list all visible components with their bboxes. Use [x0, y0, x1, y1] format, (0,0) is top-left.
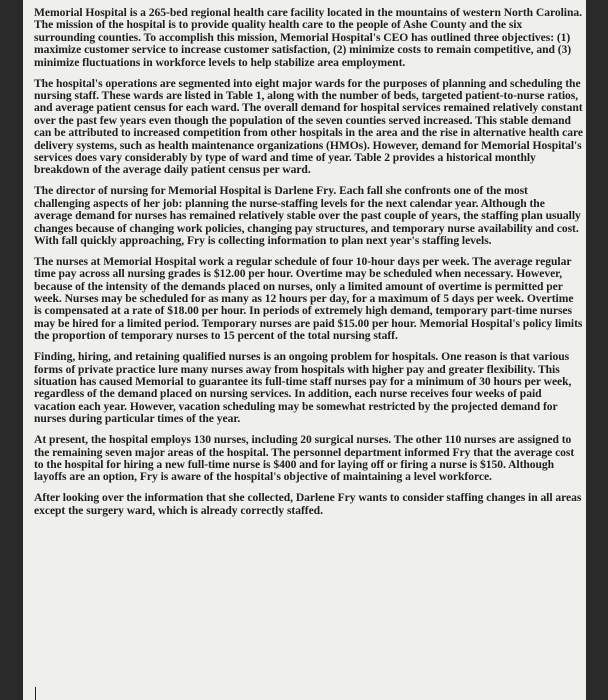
paragraph-director-of-nursing: The director of nursing for Memorial Hospital is Darlene Fry. Each fall she confronts one of the most challenging aspects of her job: planning the nurse-staffing levels for the next calendar year. Although the average demand for nurses has remained relatively stable over the past couple of years, the staffing plan usually changes because of changing work policies, changing pay structures, and temporary nurse availability and cost. With fall quickly approaching, Fry is collecting information to plan next year's staffing levels. [34, 184, 581, 247]
paragraph-nurse-schedule-pay: The nurses at Memorial Hospital work a regular schedule of four 10-hour days per week. The average regular time pay across all nursing grades is $12.00 per hour. Overtime may be scheduled when necessary. However, because of the intensity of the demands placed on nurses, only a limited amount of overtime is permitted per week. Nurses may be scheduled for as many as 12 hours per day, for a maximum of 5 days per week. Overtime is compensated at a rate of $18.00 per hour. In periods of extremely high demand, temporary part-time nurses may be hired for a limited period. Temporary nurses are paid $15.00 per hour. Memorial Hospital's policy limits the proportion of temporary nurses to 15 percent of the total nursing staff. [34, 254, 583, 343]
text-cursor [35, 687, 36, 700]
paragraph-hiring-retention: Finding, hiring, and retaining qualified nurses is an ongoing problem for hospitals. One reason is that various forms of private practice lure many nurses away from hospitals with higher pay and greater flexibility. This situation has caused Memorial to guarantee its full-time staff nurses pay for a minimum of 30 hours per week, regardless of the demand placed on nursing services. In addition, each nurse receives four weeks of paid vacation each year. However, vacation scheduling may be somewhat restricted by the projected demand for nurses during particular times of the year. [34, 350, 572, 426]
paragraph-ward-operations: The hospital's operations are segmented into eight major wards for the purposes of planning and scheduling the nursing staff. These wards are listed in Table 1, along with the number of beds, targeted patient-to-nurse ratios, and average patient census for each ward. The overall demand for hospital services remained relatively constant over the past few years even though the population of the seven counties served increased. This stable demand can be attributed to increased competition from other hospitals in the area and the rise in alternative health care delivery systems, such as health maintenance organizations (HMOs). However, demand for Memorial Hospital's services does vary considerably by type of ward and time of year. Table 2 provides a historical monthly breakdown of the average daily patient census per ward. [34, 76, 583, 177]
paragraph-staffing-changes: After looking over the information that she collected, Darlene Fry wants to consider staffing changes in all areas except the surgery ward, which is already correctly staffed. [34, 491, 582, 517]
document-page [23, 0, 586, 700]
paragraph-hospital-overview: Memorial Hospital is a 265-bed regional health care facility located in the mountains of western North Carolina. The mission of the hospital is to provide quality health care to the people of Ashe County and the six surrounding counties. To accomplish this mission, Memorial Hospital's CEO has outlined three objectives: (1) maximize customer service to increase customer satisfaction, (2) minimize costs to remain competitive, and (3) minimize fluctuations in workforce levels to help stabilize area employment. [34, 6, 582, 69]
paragraph-current-staffing: At present, the hospital employs 130 nurses, including 20 surgical nurses. The other 110 nurses are assigned to the remaining seven major areas of the hospital. The personnel department informed Fry that the average cost to the hospital for hiring a new full-time nurse is $400 and for laying off or firing a nurse is $150. Although layoffs are an option, Fry is aware of the hospital's objective of maintaining a level workforce. [34, 433, 575, 484]
document-body [34, 7, 583, 526]
